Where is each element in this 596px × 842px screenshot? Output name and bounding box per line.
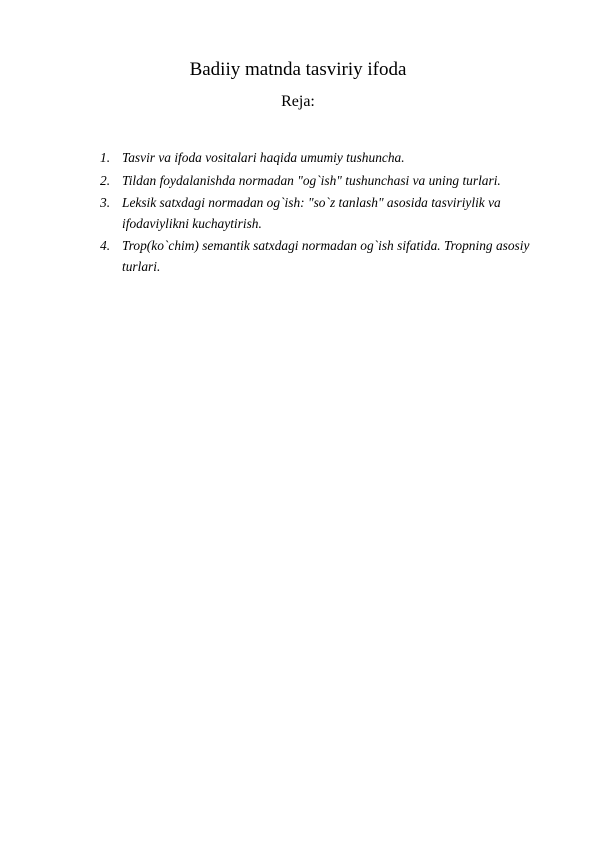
plan-heading: Reja: (281, 93, 315, 110)
document-title: Badiiy matnda tasviriy ifoda (189, 59, 407, 80)
plan-item-4 (100, 236, 560, 277)
plan-item-text: Tasvir va ifoda vositalari haqida umumiy tushuncha. (122, 150, 405, 165)
plan-list (100, 148, 560, 279)
plan-item-3 (100, 193, 560, 234)
plan-item-number: 4. (100, 238, 111, 253)
plan-item-text: Trop(ko`chim) semantik satxdagi normadan og`ish sifatida. Tropning asosiy turlari. (122, 238, 530, 274)
plan-item-text: Tildan foydalanishda normadan "og`ish" tushunchasi va uning turlari. (122, 172, 501, 188)
plan-item-1 (100, 148, 560, 169)
plan-item-number: 3. (100, 195, 111, 210)
plan-item-text: Leksik satxdagi normadan og`ish: "so`z tanlash" asosida tasviriylik va ifodaviylikni kuchaytirish. (122, 195, 501, 231)
plan-item-number: 1. (100, 150, 111, 165)
plan-item-2 (100, 171, 560, 192)
plan-item-number: 2. (100, 172, 111, 188)
